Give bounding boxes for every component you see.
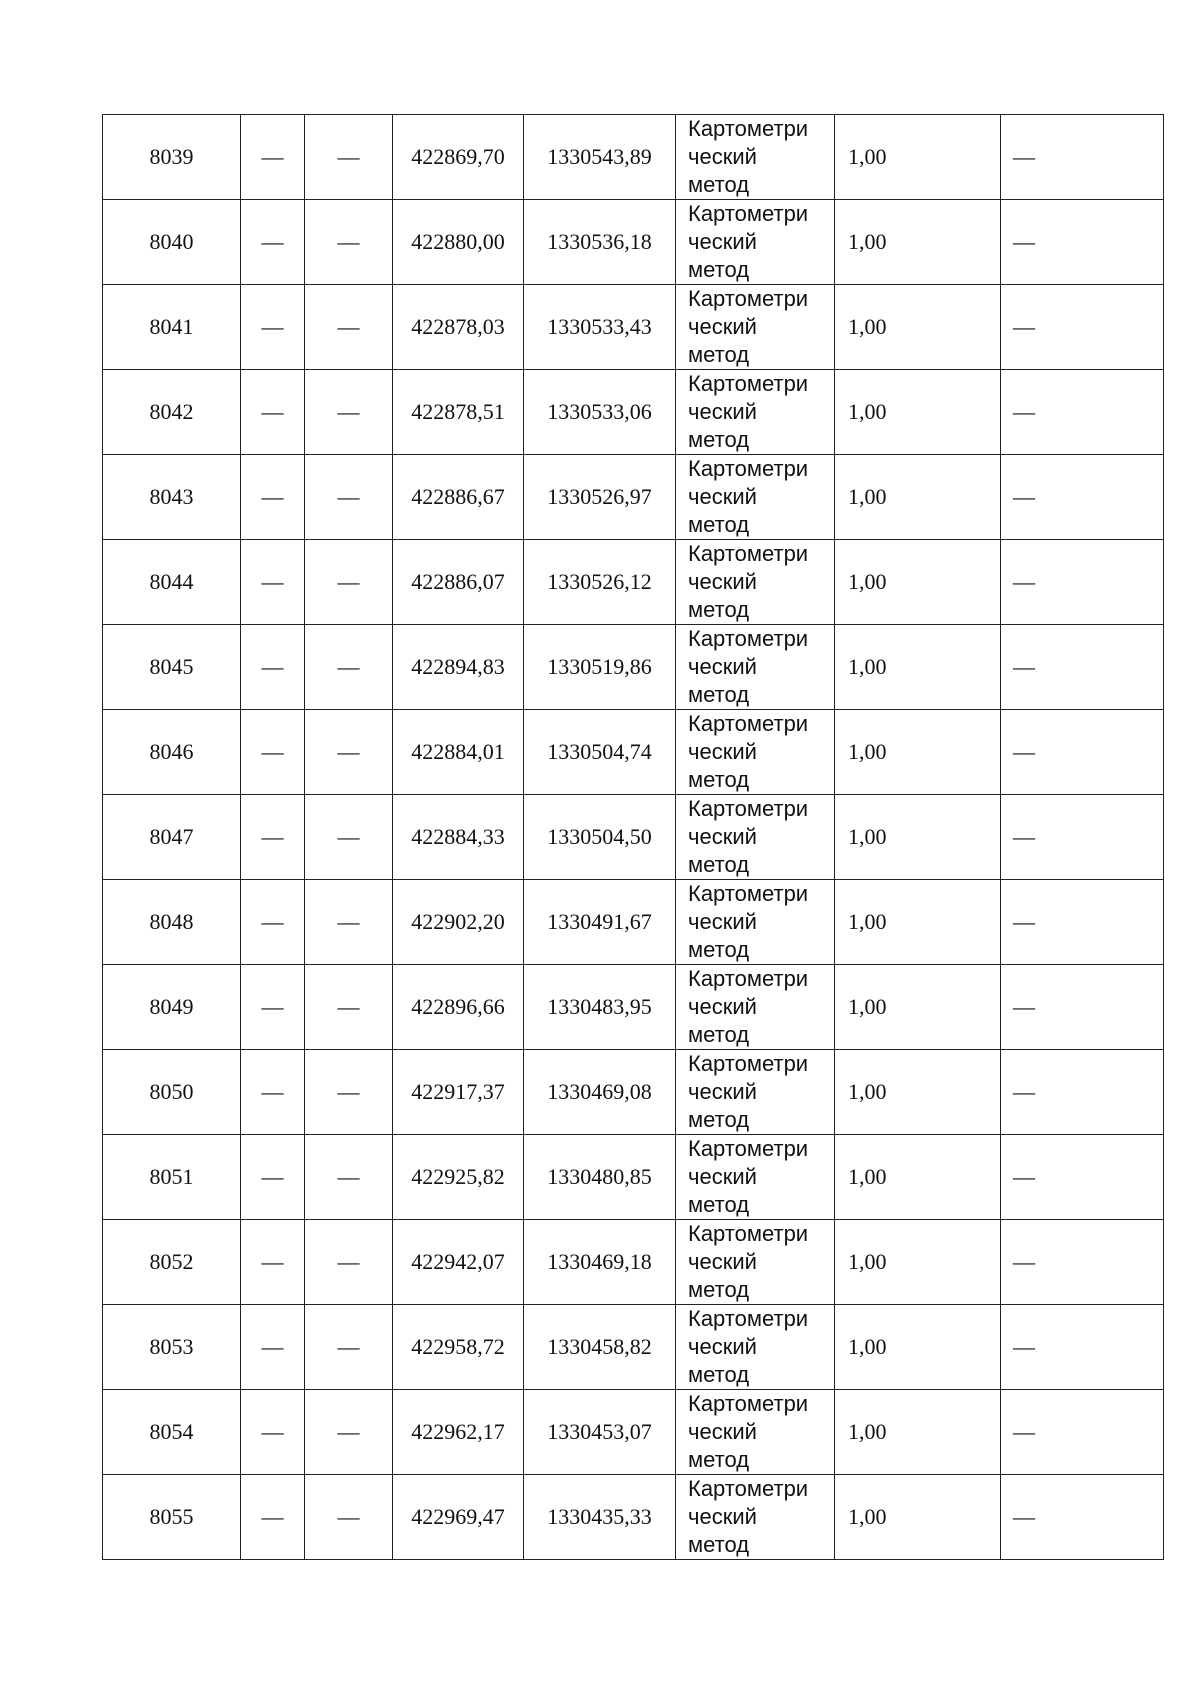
table-body bbox=[103, 115, 1164, 1560]
method-line: ческий bbox=[688, 144, 757, 169]
point-number-cell: 8050 bbox=[103, 1050, 241, 1135]
method-cell bbox=[676, 1305, 835, 1390]
dash-cell: — bbox=[241, 965, 305, 1050]
method-line: ческий bbox=[688, 994, 757, 1019]
method-line: ческий bbox=[688, 1504, 757, 1529]
method-line: метод bbox=[688, 1447, 750, 1472]
dash-cell: — bbox=[305, 1305, 393, 1390]
method-line: ческий bbox=[688, 654, 757, 679]
y-coordinate-cell: 1330469,18 bbox=[524, 1220, 676, 1305]
dash-cell: — bbox=[1001, 1050, 1164, 1135]
x-coordinate-cell: 422942,07 bbox=[393, 1220, 524, 1305]
method-line: Картометри bbox=[688, 201, 809, 226]
method-line: Картометри bbox=[688, 711, 809, 736]
dash-cell: — bbox=[241, 1135, 305, 1220]
point-number-cell: 8049 bbox=[103, 965, 241, 1050]
accuracy-cell: 1,00 bbox=[835, 115, 1001, 200]
method-line: метод bbox=[688, 172, 750, 197]
method-cell bbox=[676, 1220, 835, 1305]
dash-cell: — bbox=[305, 1390, 393, 1475]
method-cell bbox=[676, 115, 835, 200]
y-coordinate-cell: 1330526,97 bbox=[524, 455, 676, 540]
method-cell bbox=[676, 1475, 835, 1560]
dash-cell: — bbox=[1001, 370, 1164, 455]
method-line: ческий bbox=[688, 569, 757, 594]
y-coordinate-cell: 1330504,74 bbox=[524, 710, 676, 795]
table-row bbox=[103, 370, 1164, 455]
method-line: Картометри bbox=[688, 1391, 809, 1416]
y-coordinate-cell: 1330526,12 bbox=[524, 540, 676, 625]
point-number-cell: 8047 bbox=[103, 795, 241, 880]
dash-cell: — bbox=[1001, 965, 1164, 1050]
method-line: метод bbox=[688, 682, 750, 707]
method-line: метод bbox=[688, 512, 750, 537]
x-coordinate-cell: 422894,83 bbox=[393, 625, 524, 710]
table-row bbox=[103, 1305, 1164, 1390]
x-coordinate-cell: 422969,47 bbox=[393, 1475, 524, 1560]
point-number-cell: 8045 bbox=[103, 625, 241, 710]
table-row bbox=[103, 1220, 1164, 1305]
dash-cell: — bbox=[305, 1220, 393, 1305]
method-line: метод bbox=[688, 1277, 750, 1302]
y-coordinate-cell: 1330453,07 bbox=[524, 1390, 676, 1475]
y-coordinate-cell: 1330543,89 bbox=[524, 115, 676, 200]
table-row bbox=[103, 540, 1164, 625]
dash-cell: — bbox=[241, 1220, 305, 1305]
point-number-cell: 8051 bbox=[103, 1135, 241, 1220]
accuracy-cell: 1,00 bbox=[835, 965, 1001, 1050]
method-line: Картометри bbox=[688, 1051, 809, 1076]
method-cell bbox=[676, 625, 835, 710]
method-cell bbox=[676, 540, 835, 625]
y-coordinate-cell: 1330536,18 bbox=[524, 200, 676, 285]
y-coordinate-cell: 1330504,50 bbox=[524, 795, 676, 880]
accuracy-cell: 1,00 bbox=[835, 285, 1001, 370]
y-coordinate-cell: 1330491,67 bbox=[524, 880, 676, 965]
method-line: ческий bbox=[688, 1164, 757, 1189]
x-coordinate-cell: 422878,03 bbox=[393, 285, 524, 370]
method-line: Картометри bbox=[688, 881, 809, 906]
dash-cell: — bbox=[305, 115, 393, 200]
dash-cell: — bbox=[1001, 1475, 1164, 1560]
table-row bbox=[103, 455, 1164, 540]
method-line: Картометри bbox=[688, 541, 809, 566]
accuracy-cell: 1,00 bbox=[835, 370, 1001, 455]
accuracy-cell: 1,00 bbox=[835, 625, 1001, 710]
table-row bbox=[103, 880, 1164, 965]
point-number-cell: 8055 bbox=[103, 1475, 241, 1560]
dash-cell: — bbox=[1001, 540, 1164, 625]
dash-cell: — bbox=[305, 880, 393, 965]
accuracy-cell: 1,00 bbox=[835, 1135, 1001, 1220]
y-coordinate-cell: 1330483,95 bbox=[524, 965, 676, 1050]
x-coordinate-cell: 422896,66 bbox=[393, 965, 524, 1050]
dash-cell: — bbox=[241, 200, 305, 285]
accuracy-cell: 1,00 bbox=[835, 455, 1001, 540]
table-row bbox=[103, 285, 1164, 370]
method-line: ческий bbox=[688, 1419, 757, 1444]
dash-cell: — bbox=[305, 710, 393, 795]
dash-cell: — bbox=[1001, 115, 1164, 200]
dash-cell: — bbox=[305, 625, 393, 710]
method-line: Картометри bbox=[688, 1136, 809, 1161]
method-line: ческий bbox=[688, 1079, 757, 1104]
dash-cell: — bbox=[241, 1305, 305, 1390]
dash-cell: — bbox=[1001, 200, 1164, 285]
point-number-cell: 8053 bbox=[103, 1305, 241, 1390]
x-coordinate-cell: 422869,70 bbox=[393, 115, 524, 200]
dash-cell: — bbox=[1001, 795, 1164, 880]
dash-cell: — bbox=[305, 370, 393, 455]
table-row bbox=[103, 710, 1164, 795]
y-coordinate-cell: 1330533,06 bbox=[524, 370, 676, 455]
y-coordinate-cell: 1330458,82 bbox=[524, 1305, 676, 1390]
method-line: Картометри bbox=[688, 796, 809, 821]
table-row bbox=[103, 965, 1164, 1050]
method-line: ческий bbox=[688, 739, 757, 764]
accuracy-cell: 1,00 bbox=[835, 1390, 1001, 1475]
method-cell bbox=[676, 710, 835, 795]
method-line: метод bbox=[688, 1362, 750, 1387]
point-number-cell: 8043 bbox=[103, 455, 241, 540]
method-cell bbox=[676, 370, 835, 455]
dash-cell: — bbox=[241, 880, 305, 965]
dash-cell: — bbox=[241, 540, 305, 625]
point-number-cell: 8046 bbox=[103, 710, 241, 795]
table-row bbox=[103, 795, 1164, 880]
method-cell bbox=[676, 200, 835, 285]
dash-cell: — bbox=[305, 200, 393, 285]
dash-cell: — bbox=[1001, 455, 1164, 540]
method-cell bbox=[676, 795, 835, 880]
method-cell bbox=[676, 1390, 835, 1475]
table-row bbox=[103, 625, 1164, 710]
accuracy-cell: 1,00 bbox=[835, 1305, 1001, 1390]
x-coordinate-cell: 422902,20 bbox=[393, 880, 524, 965]
x-coordinate-cell: 422886,07 bbox=[393, 540, 524, 625]
method-line: ческий bbox=[688, 1334, 757, 1359]
method-line: метод bbox=[688, 257, 750, 282]
point-number-cell: 8039 bbox=[103, 115, 241, 200]
dash-cell: — bbox=[305, 1135, 393, 1220]
point-number-cell: 8040 bbox=[103, 200, 241, 285]
method-cell bbox=[676, 285, 835, 370]
x-coordinate-cell: 422884,33 bbox=[393, 795, 524, 880]
dash-cell: — bbox=[305, 285, 393, 370]
accuracy-cell: 1,00 bbox=[835, 1050, 1001, 1135]
dash-cell: — bbox=[305, 1475, 393, 1560]
method-line: Картометри bbox=[688, 626, 809, 651]
method-line: ческий bbox=[688, 229, 757, 254]
method-line: Картометри bbox=[688, 371, 809, 396]
method-cell bbox=[676, 1135, 835, 1220]
dash-cell: — bbox=[305, 795, 393, 880]
dash-cell: — bbox=[241, 795, 305, 880]
dash-cell: — bbox=[1001, 625, 1164, 710]
method-line: ческий bbox=[688, 909, 757, 934]
method-line: метод bbox=[688, 767, 750, 792]
point-number-cell: 8052 bbox=[103, 1220, 241, 1305]
method-line: Картометри bbox=[688, 966, 809, 991]
method-line: метод bbox=[688, 427, 750, 452]
method-line: Картометри bbox=[688, 1306, 809, 1331]
table-row bbox=[103, 1050, 1164, 1135]
point-number-cell: 8042 bbox=[103, 370, 241, 455]
method-cell bbox=[676, 1050, 835, 1135]
method-line: метод bbox=[688, 1022, 750, 1047]
x-coordinate-cell: 422962,17 bbox=[393, 1390, 524, 1475]
accuracy-cell: 1,00 bbox=[835, 200, 1001, 285]
dash-cell: — bbox=[1001, 1305, 1164, 1390]
accuracy-cell: 1,00 bbox=[835, 1220, 1001, 1305]
y-coordinate-cell: 1330480,85 bbox=[524, 1135, 676, 1220]
table-row bbox=[103, 200, 1164, 285]
coordinates-table bbox=[102, 114, 1164, 1560]
point-number-cell: 8041 bbox=[103, 285, 241, 370]
dash-cell: — bbox=[241, 1050, 305, 1135]
dash-cell: — bbox=[241, 115, 305, 200]
point-number-cell: 8048 bbox=[103, 880, 241, 965]
y-coordinate-cell: 1330519,86 bbox=[524, 625, 676, 710]
dash-cell: — bbox=[1001, 710, 1164, 795]
method-line: Картометри bbox=[688, 456, 809, 481]
y-coordinate-cell: 1330469,08 bbox=[524, 1050, 676, 1135]
method-line: метод bbox=[688, 937, 750, 962]
dash-cell: — bbox=[241, 710, 305, 795]
method-cell bbox=[676, 880, 835, 965]
method-line: метод bbox=[688, 597, 750, 622]
method-line: метод bbox=[688, 1192, 750, 1217]
dash-cell: — bbox=[1001, 1220, 1164, 1305]
method-line: ческий bbox=[688, 484, 757, 509]
method-line: ческий bbox=[688, 824, 757, 849]
method-line: Картометри bbox=[688, 116, 809, 141]
dash-cell: — bbox=[241, 370, 305, 455]
x-coordinate-cell: 422880,00 bbox=[393, 200, 524, 285]
method-line: ческий bbox=[688, 399, 757, 424]
method-line: ческий bbox=[688, 1249, 757, 1274]
method-cell bbox=[676, 965, 835, 1050]
dash-cell: — bbox=[305, 455, 393, 540]
dash-cell: — bbox=[241, 285, 305, 370]
accuracy-cell: 1,00 bbox=[835, 710, 1001, 795]
y-coordinate-cell: 1330533,43 bbox=[524, 285, 676, 370]
method-line: метод bbox=[688, 1532, 750, 1557]
accuracy-cell: 1,00 bbox=[835, 880, 1001, 965]
method-line: ческий bbox=[688, 314, 757, 339]
point-number-cell: 8054 bbox=[103, 1390, 241, 1475]
dash-cell: — bbox=[305, 965, 393, 1050]
dash-cell: — bbox=[1001, 285, 1164, 370]
dash-cell: — bbox=[241, 625, 305, 710]
x-coordinate-cell: 422958,72 bbox=[393, 1305, 524, 1390]
method-line: метод bbox=[688, 852, 750, 877]
accuracy-cell: 1,00 bbox=[835, 540, 1001, 625]
dash-cell: — bbox=[1001, 880, 1164, 965]
accuracy-cell: 1,00 bbox=[835, 795, 1001, 880]
method-line: метод bbox=[688, 1107, 750, 1132]
x-coordinate-cell: 422917,37 bbox=[393, 1050, 524, 1135]
method-line: Картометри bbox=[688, 1476, 809, 1501]
table-row bbox=[103, 1135, 1164, 1220]
dash-cell: — bbox=[241, 455, 305, 540]
method-line: метод bbox=[688, 342, 750, 367]
table-row bbox=[103, 115, 1164, 200]
method-line: Картометри bbox=[688, 286, 809, 311]
y-coordinate-cell: 1330435,33 bbox=[524, 1475, 676, 1560]
x-coordinate-cell: 422878,51 bbox=[393, 370, 524, 455]
x-coordinate-cell: 422925,82 bbox=[393, 1135, 524, 1220]
dash-cell: — bbox=[1001, 1135, 1164, 1220]
table-row bbox=[103, 1475, 1164, 1560]
x-coordinate-cell: 422886,67 bbox=[393, 455, 524, 540]
point-number-cell: 8044 bbox=[103, 540, 241, 625]
x-coordinate-cell: 422884,01 bbox=[393, 710, 524, 795]
table-row bbox=[103, 1390, 1164, 1475]
dash-cell: — bbox=[305, 1050, 393, 1135]
method-line: Картометри bbox=[688, 1221, 809, 1246]
dash-cell: — bbox=[305, 540, 393, 625]
method-cell bbox=[676, 455, 835, 540]
accuracy-cell: 1,00 bbox=[835, 1475, 1001, 1560]
dash-cell: — bbox=[241, 1475, 305, 1560]
dash-cell: — bbox=[1001, 1390, 1164, 1475]
dash-cell: — bbox=[241, 1390, 305, 1475]
